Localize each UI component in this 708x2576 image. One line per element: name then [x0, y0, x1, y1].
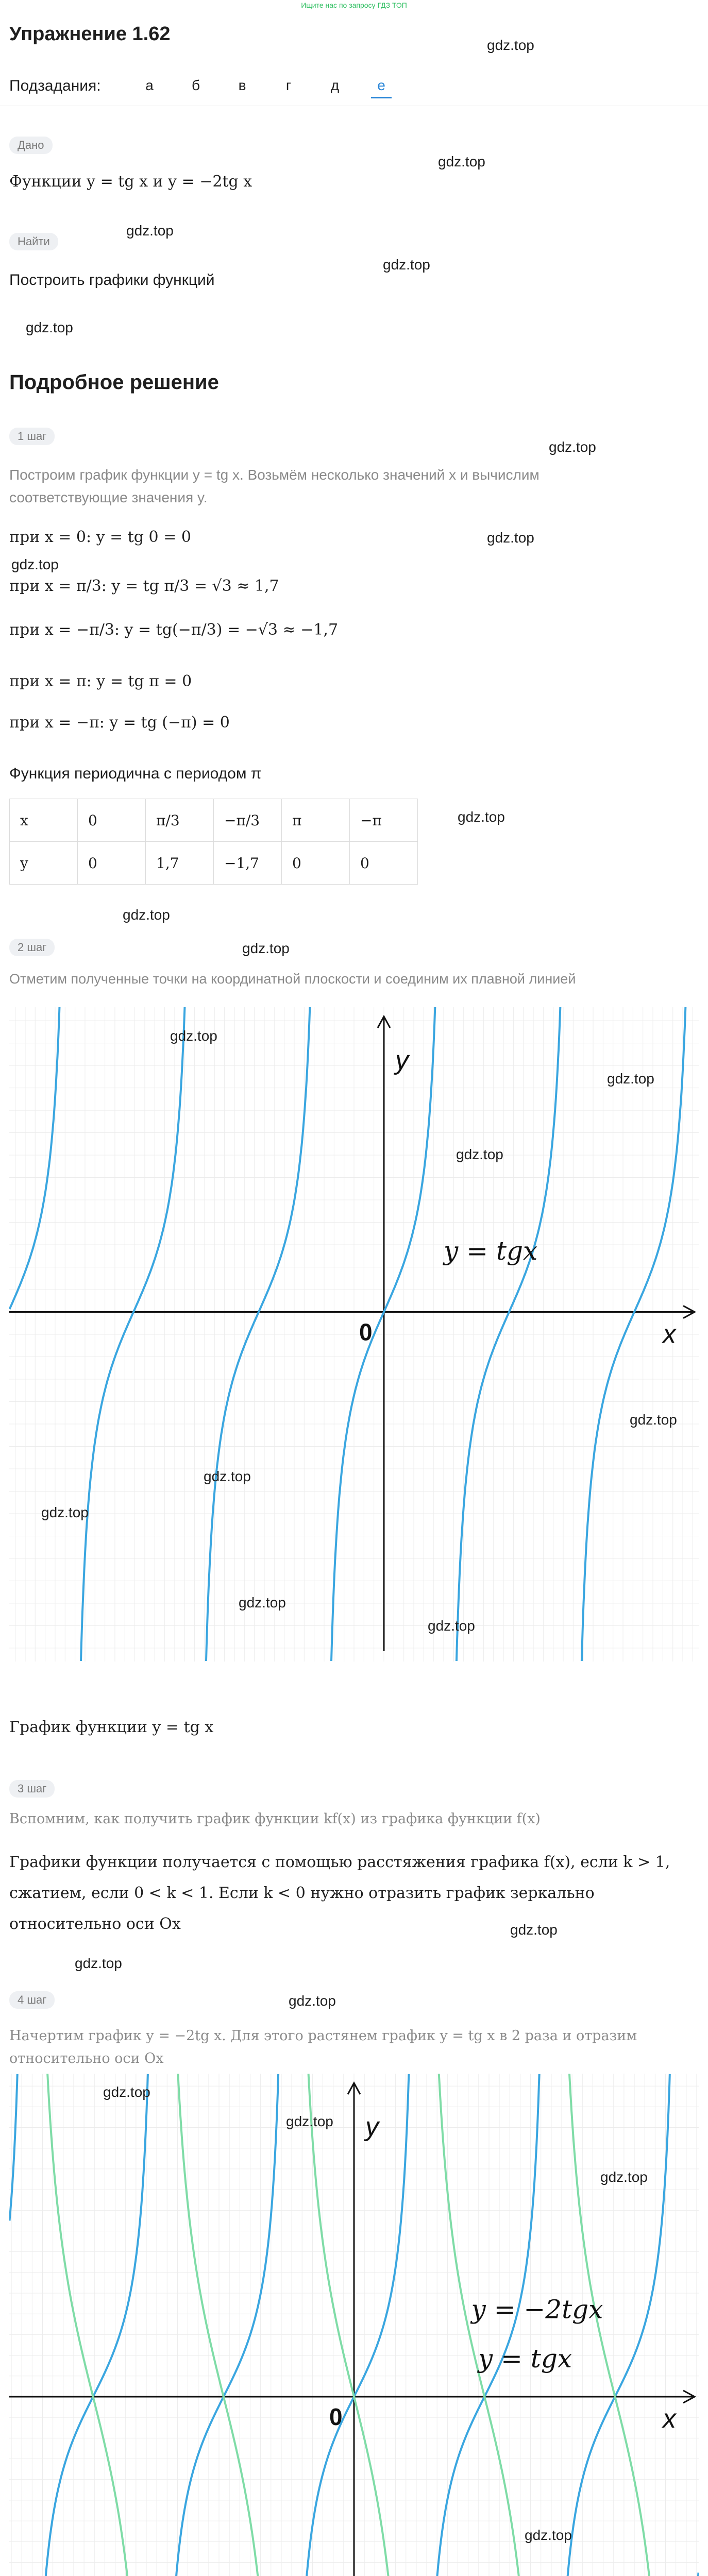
step3-badge: 3 шаг — [9, 1780, 55, 1798]
watermark: gdz.top — [170, 1028, 217, 1044]
graph-caption: График функции y = tg x — [9, 1718, 214, 1736]
table-cell: y — [10, 842, 78, 885]
watermark: gdz.top — [549, 439, 596, 455]
tab-subtask-d[interactable]: д — [330, 77, 340, 93]
series-label-tg: y = tgx — [478, 2343, 572, 2374]
watermark: gdz.top — [204, 1468, 251, 1484]
watermark: gdz.top — [103, 2084, 150, 2100]
find-badge: Найти — [9, 233, 58, 250]
graph-tg — [9, 1007, 699, 1662]
step1-line: при x = −π/3: y = tg(−π/3) = −√3 ≈ −1,7 — [9, 621, 339, 639]
watermark: gdz.top — [525, 2527, 572, 2543]
watermark: gdz.top — [487, 37, 534, 53]
top-notice[interactable]: Ищите нас по запросу ГДЗ ТОП — [301, 1, 407, 9]
watermark: gdz.top — [487, 530, 534, 546]
x-axis-label: x — [663, 2403, 676, 2434]
step3-text: Графики функции получается с помощью расстяжения графика f(x), если k > 1, сжатием, если 0 < k < 1. Если k < 0 нужно отразить график зеркально относительно оси Ox — [9, 1853, 670, 1933]
values-table — [9, 799, 418, 885]
watermark: gdz.top — [26, 319, 73, 335]
watermark: gdz.top — [438, 154, 485, 170]
tab-subtask-v[interactable]: в — [238, 77, 246, 93]
watermark: gdz.top — [126, 223, 174, 239]
watermark: gdz.top — [11, 556, 59, 572]
chart-tg — [9, 1007, 699, 1662]
table-cell: x — [10, 799, 78, 842]
watermark: gdz.top — [123, 907, 170, 923]
page-title: Упражнение 1.62 — [9, 23, 171, 45]
watermark: gdz.top — [383, 257, 430, 273]
table-cell: π/3 — [146, 799, 214, 842]
tab-subtask-e[interactable]: е — [371, 77, 392, 98]
table-cell: −1,7 — [214, 842, 282, 885]
graph-tg-neg2tg — [9, 2074, 699, 2576]
watermark: gdz.top — [510, 1922, 558, 1938]
watermark: gdz.top — [242, 940, 290, 956]
tab-subtask-b[interactable]: б — [191, 77, 200, 93]
series-label-neg2tg: y = −2tgx — [471, 2294, 603, 2325]
table-cell: −π — [350, 799, 418, 842]
chart-tg-neg2tg — [9, 2074, 699, 2576]
step4-intro: Начертим график y = −2tg x. Для этого растянем график y = tg x в 2 раза и отразим относительно оси Ox — [9, 2028, 637, 2066]
step1-intro: Построим график функции y = tg x. Возьмём несколько значений x и вычислим соответствующие значения y. — [9, 467, 540, 505]
step2-intro: Отметим полученные точки на координатной плоскости и соединим их плавной линией — [9, 971, 576, 987]
watermark: gdz.top — [456, 1146, 503, 1162]
watermark: gdz.top — [41, 1504, 89, 1520]
watermark: gdz.top — [458, 809, 505, 825]
x-axis-label: x — [663, 1319, 676, 1349]
table-cell: 0 — [78, 842, 146, 885]
solution-title: Подробное решение — [9, 371, 219, 394]
step1-badge: 1 шаг — [9, 428, 55, 445]
table-cell: 0 — [282, 842, 350, 885]
step1-line: при x = π/3: y = tg π/3 = √3 ≈ 1,7 — [9, 577, 279, 595]
step2-badge: 2 шаг — [9, 939, 55, 956]
watermark: gdz.top — [607, 1071, 654, 1087]
watermark: gdz.top — [239, 1595, 286, 1611]
watermark: gdz.top — [289, 1993, 336, 2009]
table-cell: 1,7 — [146, 842, 214, 885]
table-row — [10, 842, 418, 885]
origin-label: 0 — [359, 1318, 373, 1346]
tab-subtask-a[interactable]: а — [145, 77, 154, 93]
watermark: gdz.top — [630, 1412, 677, 1428]
series-label-tg: y = tgx — [443, 1235, 538, 1266]
step3-intro: Вспомним, как получить график функции kf(x) из графика функции f(x) — [9, 1811, 541, 1827]
given-text: Функции y = tg x и y = −2tg x — [9, 173, 252, 191]
table-cell: π — [282, 799, 350, 842]
given-badge: Дано — [9, 137, 53, 154]
watermark: gdz.top — [286, 2113, 333, 2129]
y-axis-label: y — [395, 1045, 409, 1075]
subtasks-label: Подзадания: — [9, 77, 101, 94]
table-cell: −π/3 — [214, 799, 282, 842]
step1-line: при x = −π: y = tg (−π) = 0 — [9, 714, 230, 732]
watermark: gdz.top — [75, 1955, 122, 1971]
watermark: gdz.top — [428, 1618, 475, 1634]
watermark: gdz.top — [600, 2169, 648, 2185]
table-cell: 0 — [78, 799, 146, 842]
find-text: Построить графики функций — [9, 272, 215, 289]
table-cell: 0 — [350, 842, 418, 885]
period-text: Функция периодична с периодом π — [9, 765, 262, 782]
step1-line: при x = π: y = tg π = 0 — [9, 672, 192, 690]
y-axis-label: y — [365, 2112, 379, 2142]
tab-subtask-g[interactable]: г — [285, 77, 292, 93]
step1-line: при x = 0: y = tg 0 = 0 — [9, 528, 191, 546]
subtask-tabs — [139, 77, 417, 98]
step4-badge: 4 шаг — [9, 1991, 55, 2009]
origin-label: 0 — [329, 2403, 343, 2430]
table-row — [10, 799, 418, 842]
